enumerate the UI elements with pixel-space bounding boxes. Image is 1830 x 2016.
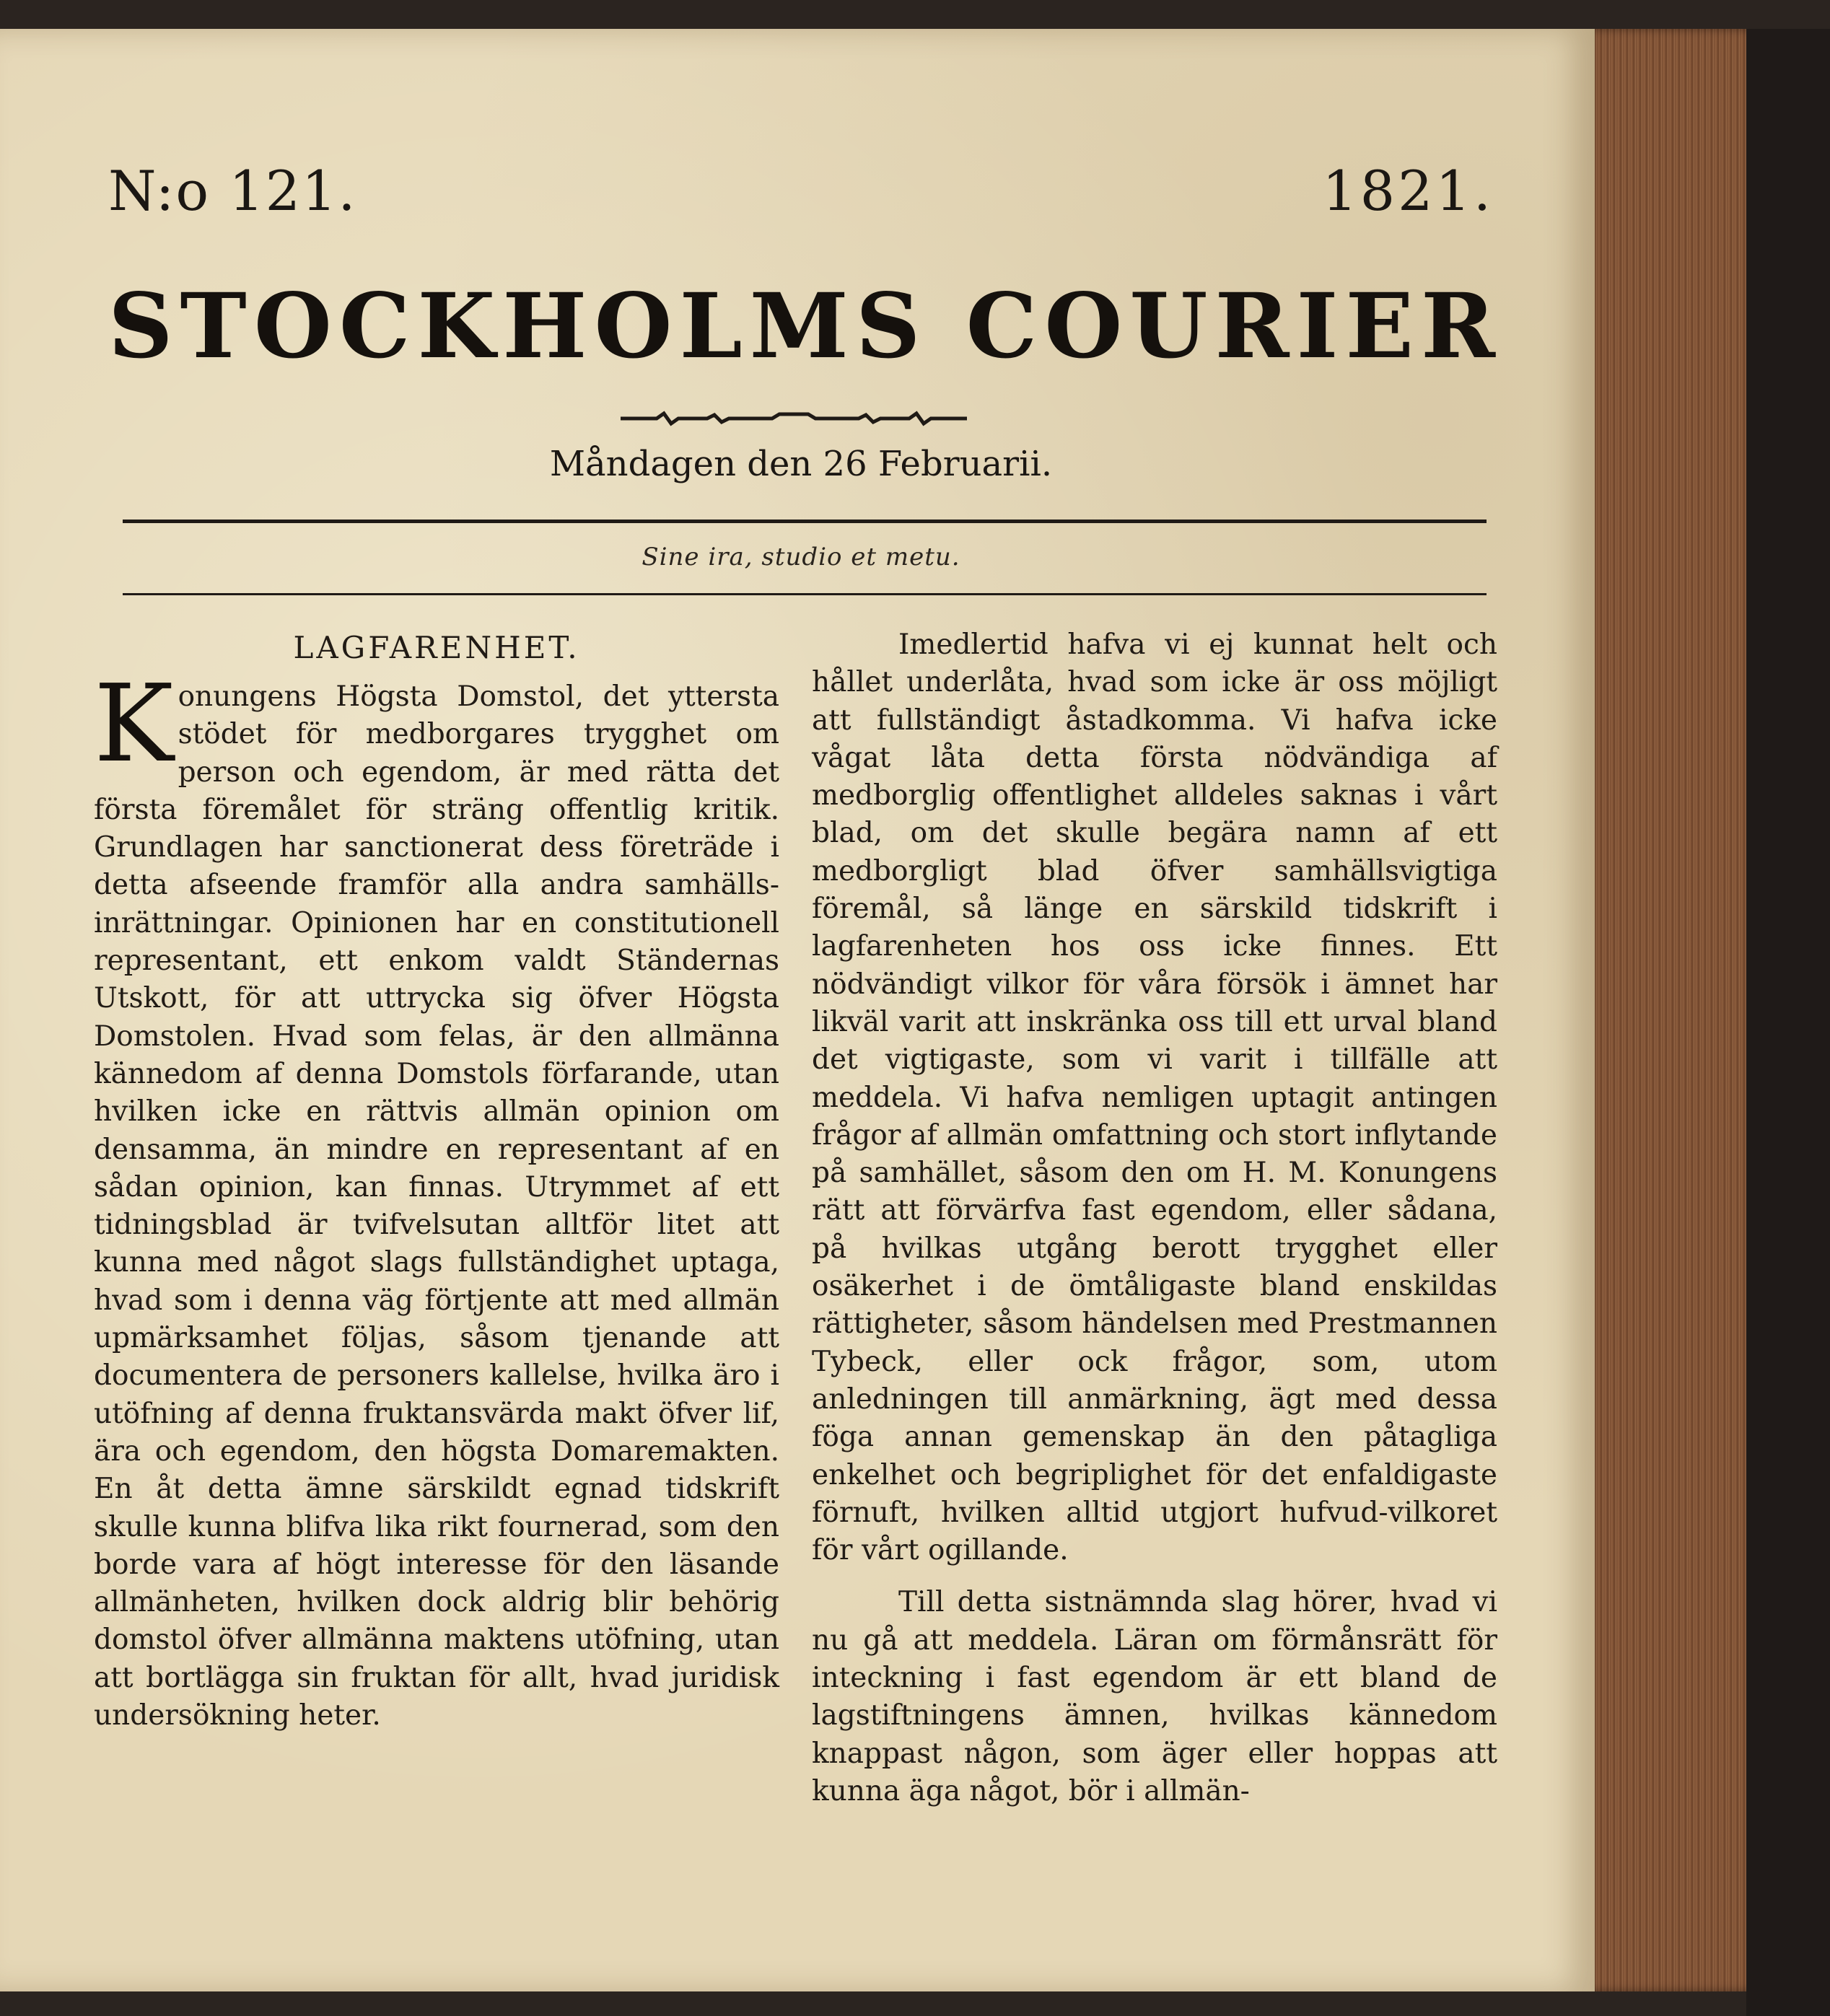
masthead-top-line — [108, 159, 1494, 231]
drop-cap: K — [94, 662, 174, 786]
newspaper-title: STOCKHOLMS COURIER — [108, 274, 1503, 379]
article-column-right — [812, 626, 1497, 1810]
article-paragraph-1-text: onungens Högsta Domstol, det yttersta stödet för medborgares trygghet om person och egendom, är med rätta det första föremålet för sträng offentlig kritik. Grundlagen har sanctionerat dess företräde i detta afseende framför alla andra samhälls-inrättningar. Opinionen har en constitutionell representant, ett enkom valdt Ständernas Utskott, för att uttrycka sig öfver Högsta Domstolen. Hvad som felas, är den allmänna kännedom af denna Domstols förfarande, utan hvilken icke en rättvis allmän opinion om densamma, än mindre en representant af en sådan opinion, kan finnas. Utrymmet af ett tidningsblad är tvifvelsutan alltför litet att kunna med något slags fullständighet uptaga, hvad som i denna väg förtjente att med allmän upmärksamhet följas, såsom tjenande att documentera de personers kallelse, hvilka äro i utöfning af denna fruktansvärda makt öfver lif, ära och egendom, den högsta Domaremakten. En åt detta ämne särskildt egnad tidskrift skulle kunna blifva lika rikt fournerad, som den borde vara af högt interesse för den läsande allmänheten, hvilken dock aldrig blir behörig domstol öfver allmänna maktens utöfning, utan att bortlägga sin fruktan för allt, hvad juridisk undersökning heter. — [94, 680, 779, 1732]
article-paragraph-3: Till detta sistnämnda slag hörer, hvad vi nu gå att meddela. Läran om förmånsrätt för inteckning i fast egendom är ett bland de lagstiftningens ämnen, hvilkas kännedom knappast någon, som äger eller hoppas att kunna äga något, bör i allmän- — [812, 1586, 1497, 1807]
masthead-rule-bottom — [123, 593, 1487, 595]
ornament-divider-icon — [613, 408, 974, 429]
issue-number: N:o 121. — [108, 159, 357, 223]
motto: Sine ira, studio et metu. — [642, 543, 960, 571]
article-paragraph-2: Imedlertid hafva vi ej kunnat helt och hållet underlåta, hvad som icke är oss möjligt att fullständigt åstadkomma. Vi hafva icke vågat låta detta första nödvändiga af medborglig offentlighet alldeles saknas i vårt blad, om det skulle begära namn af ett medborgligt blad öfver samhällsvigtiga föremål, så länge en särskild tidskrift i lagfarenheten hos oss icke finnes. Ett nödvändigt vilkor för våra försök i ämnet har likväl varit att inskränka oss till ett urval bland det vigtigaste, som vi varit i tillfälle att meddela. Vi hafva nemligen uptagit antingen frågor af allmän omfattning och stort inflytande på samhället, såsom den om H. M. Konungens rätt att förvärfva fast egendom, eller sådana, på hvilkas utgång berott trygghet eller osäkerhet i de ömtåligaste bland enskildas rättigheter, såsom händelsen med Prestmannen Tybeck, eller ock frågor, som, utom anledningen till anmärkning, ägt med dessa föga annan gemenskap än den påtagliga enkelhet och begriplighet för det enfaldigaste förnuft, hvilken alltid utgjort hufvud-vilkoret för vårt ogillande. — [812, 628, 1497, 1567]
masthead-rule-top — [123, 520, 1487, 523]
book-shadow — [1746, 29, 1830, 2016]
issue-year: 1821. — [1322, 159, 1494, 223]
book-fore-edge — [1584, 29, 1750, 1991]
article-paragraph-1 — [94, 662, 779, 1735]
article-column-left — [94, 626, 779, 1735]
article-heading: LAGFARENHET. — [293, 630, 580, 665]
issue-date: Måndagen den 26 Februarii. — [549, 444, 1053, 484]
